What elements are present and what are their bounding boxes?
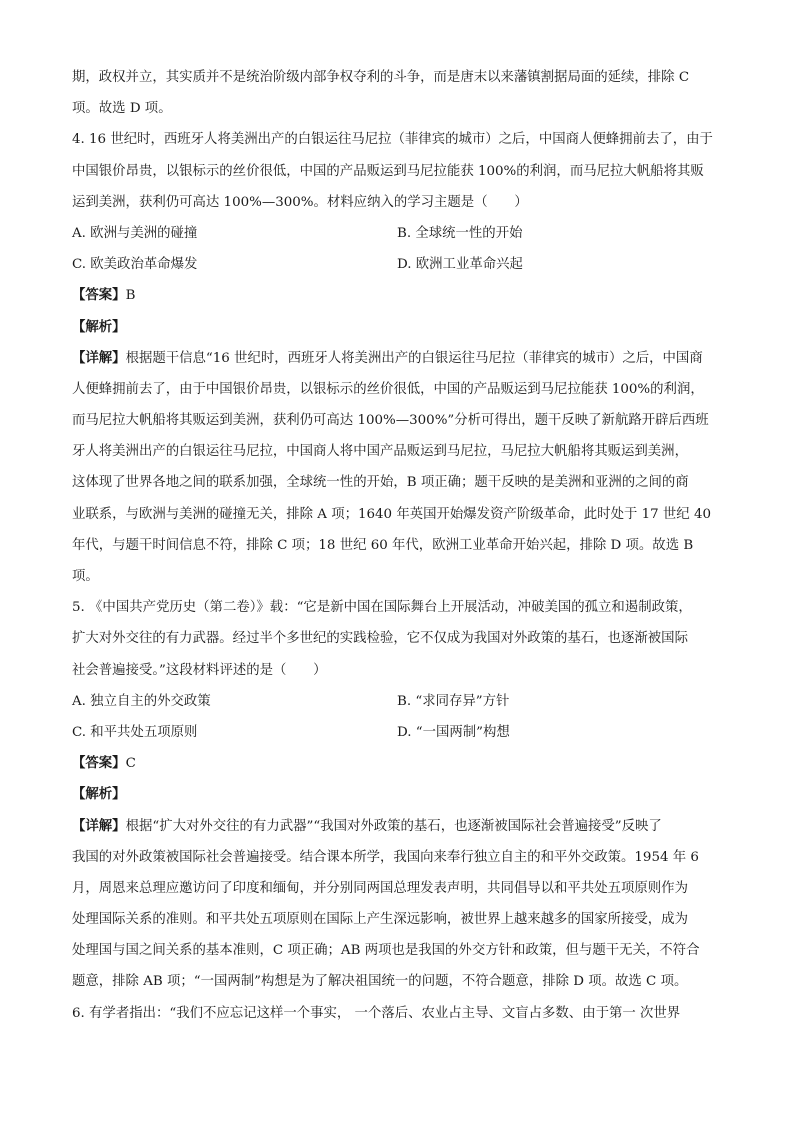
q4-option-b: B. 全球统一性的开始 — [397, 225, 523, 241]
page-content — [72, 62, 722, 1029]
q5-option-d: D. “一国两制”构想 — [397, 724, 510, 740]
question-6 — [72, 998, 722, 1029]
q6-stem-line-1: 6. 有学者指出：“我们不应忘记这样一个事实， 一个落后、农业占主导、文盲占多数、由于第一 次世界 — [72, 1005, 681, 1021]
q3-tail-line-2: 项。故选 D 项。 — [72, 101, 172, 117]
q4-stem-line-3: 运到美洲，获利仍可高达 100%—300%。材料应纳入的学习主题是（ ） — [72, 194, 528, 210]
q4-detail-tag: 【详解】 — [72, 349, 126, 366]
q4-detail-line-5: 这体现了世界各地之间的联系加强，全球统一性的开始，B 项正确；题干反映的是美洲和亚洲的之间的商 — [72, 475, 689, 491]
q4-option-d: D. 欧洲工业革命兴起 — [397, 257, 523, 273]
q4-answer — [72, 280, 722, 311]
q5-detail-line-2: 我国的对外政策被国际社会普遍接受。结合课本所学，我国向来奉行独立自主的和平外交政策。1954 年 6 — [72, 849, 699, 865]
q4-detail-line-3: 而马尼拉大帆船将其贩运到美洲，获利仍可高达 100%—300%”分析可得出，题干反映了新航路开辟后西班 — [72, 413, 709, 429]
q5-detail-tag: 【详解】 — [72, 817, 126, 834]
q5-answer-tag: 【答案】 — [72, 755, 126, 772]
q4-detail-line-2: 人便蜂拥前去了，由于中国银价昂贵，以银标示的丝价很低，中国的产品贩运到马尼拉能获 100%的利润， — [72, 381, 704, 397]
q4-stem-line-2: 中国银价昂贵，以银标示的丝价很低，中国的产品贩运到马尼拉能获 100%的利润，而马尼拉大帆船将其贩 — [72, 163, 704, 179]
q5-option-b: B. “求同存异”方针 — [397, 693, 510, 709]
q5-option-a: A. 独立自主的外交政策 — [72, 693, 211, 709]
question-5 — [72, 592, 722, 997]
q5-detail-line-6: 题意，排除 AB 项；“一国两制”构想是为了解决祖国统一的问题，不符合题意，排除 D 项。故选 C 项。 — [72, 974, 688, 990]
q5-detail-line-1 — [72, 811, 722, 842]
q4-options-row-2 — [72, 249, 722, 280]
q4-detail-line-4: 牙人将美洲出产的白银运往马尼拉，中国商人将中国产品贩运到马尼拉，马尼拉大帆船将其贩运到美洲， — [72, 444, 688, 460]
q5-stem-line-3: 社会普遍接受。”这段材料评述的是（ ） — [72, 662, 327, 678]
q5-stem-line-1: 5. 《中国共产党历史（第二卷）》载：“它是新中国在国际舞台上开展活动，冲破美国的孤立和遏制政策， — [72, 600, 692, 616]
q4-detail-line-8: 项。 — [72, 569, 99, 584]
q4-detail-line-1 — [72, 343, 722, 374]
q4-detail-line-6: 业联系，与欧洲与美洲的碰撞无关，排除 A 项；1640 年英国开始爆发资产阶级革命，此时处于 17 世纪 40 — [72, 506, 711, 522]
q5-stem-line-2: 扩大对外交往的有力武器。经过半个多世纪的实践检验，它不仅成为我国对外政策的基石，也逐渐被国际 — [72, 631, 688, 647]
q4-option-c: C. 欧美政治革命爆发 — [72, 257, 198, 273]
q4-detail-text-1: 根据题干信息“16 世纪时，西班牙人将美洲出产的白银运往马尼拉（菲律宾的城市）之后，中国商 — [125, 350, 703, 366]
q5-detail-line-4: 处理国际关系的准则。和平共处五项原则在国际上产生深远影响，被世界上越来越多的国家所接受，成为 — [72, 912, 688, 928]
q4-detail-line-7: 年代，与题干时间信息不符，排除 C 项；18 世纪 60 年代，欧洲工业革命开始兴起，排除 D 项。故选 B — [72, 537, 694, 553]
question-4 — [72, 124, 722, 592]
q5-detail-line-5: 处理国与国之间关系的基本准则，C 项正确；AB 两项也是我国的外交方针和政策，但与题干无关，不符合 — [72, 943, 700, 959]
q4-answer-value: B — [125, 288, 136, 304]
q4-answer-tag: 【答案】 — [72, 287, 126, 304]
q3-tail-line-1: 期，政权并立，其实质并不是统治阶级内部争权夺利的斗争，而是唐末以来藩镇割据局面的延续，排除 C — [72, 70, 690, 85]
q5-options-row-2 — [72, 717, 722, 748]
q5-option-c: C. 和平共处五项原则 — [72, 724, 198, 740]
q4-analysis-tag: 【解析】 — [72, 318, 126, 335]
q4-options-row-1 — [72, 218, 722, 249]
q5-analysis-tag: 【解析】 — [72, 786, 126, 803]
q5-detail-line-3: 月，周恩来总理应邀访问了印度和缅甸，并分别同两国总理发表声明，共同倡导以和平共处五项原则作为 — [72, 880, 688, 896]
q5-options-row-1 — [72, 686, 722, 717]
q5-answer — [72, 748, 722, 779]
q5-detail-text-1: 根据“扩大对外交往的有力武器”“我国对外政策的基石，也逐渐被国际社会普遍接受”反映了 — [125, 818, 662, 834]
q4-option-a: A. 欧洲与美洲的碰撞 — [72, 225, 198, 241]
q5-answer-value: C — [125, 756, 136, 772]
q4-stem-line-1: 4. 16 世纪时，西班牙人将美洲出产的白银运往马尼拉（菲律宾的城市）之后，中国商人便蜂拥前去了，由于 — [72, 132, 713, 148]
